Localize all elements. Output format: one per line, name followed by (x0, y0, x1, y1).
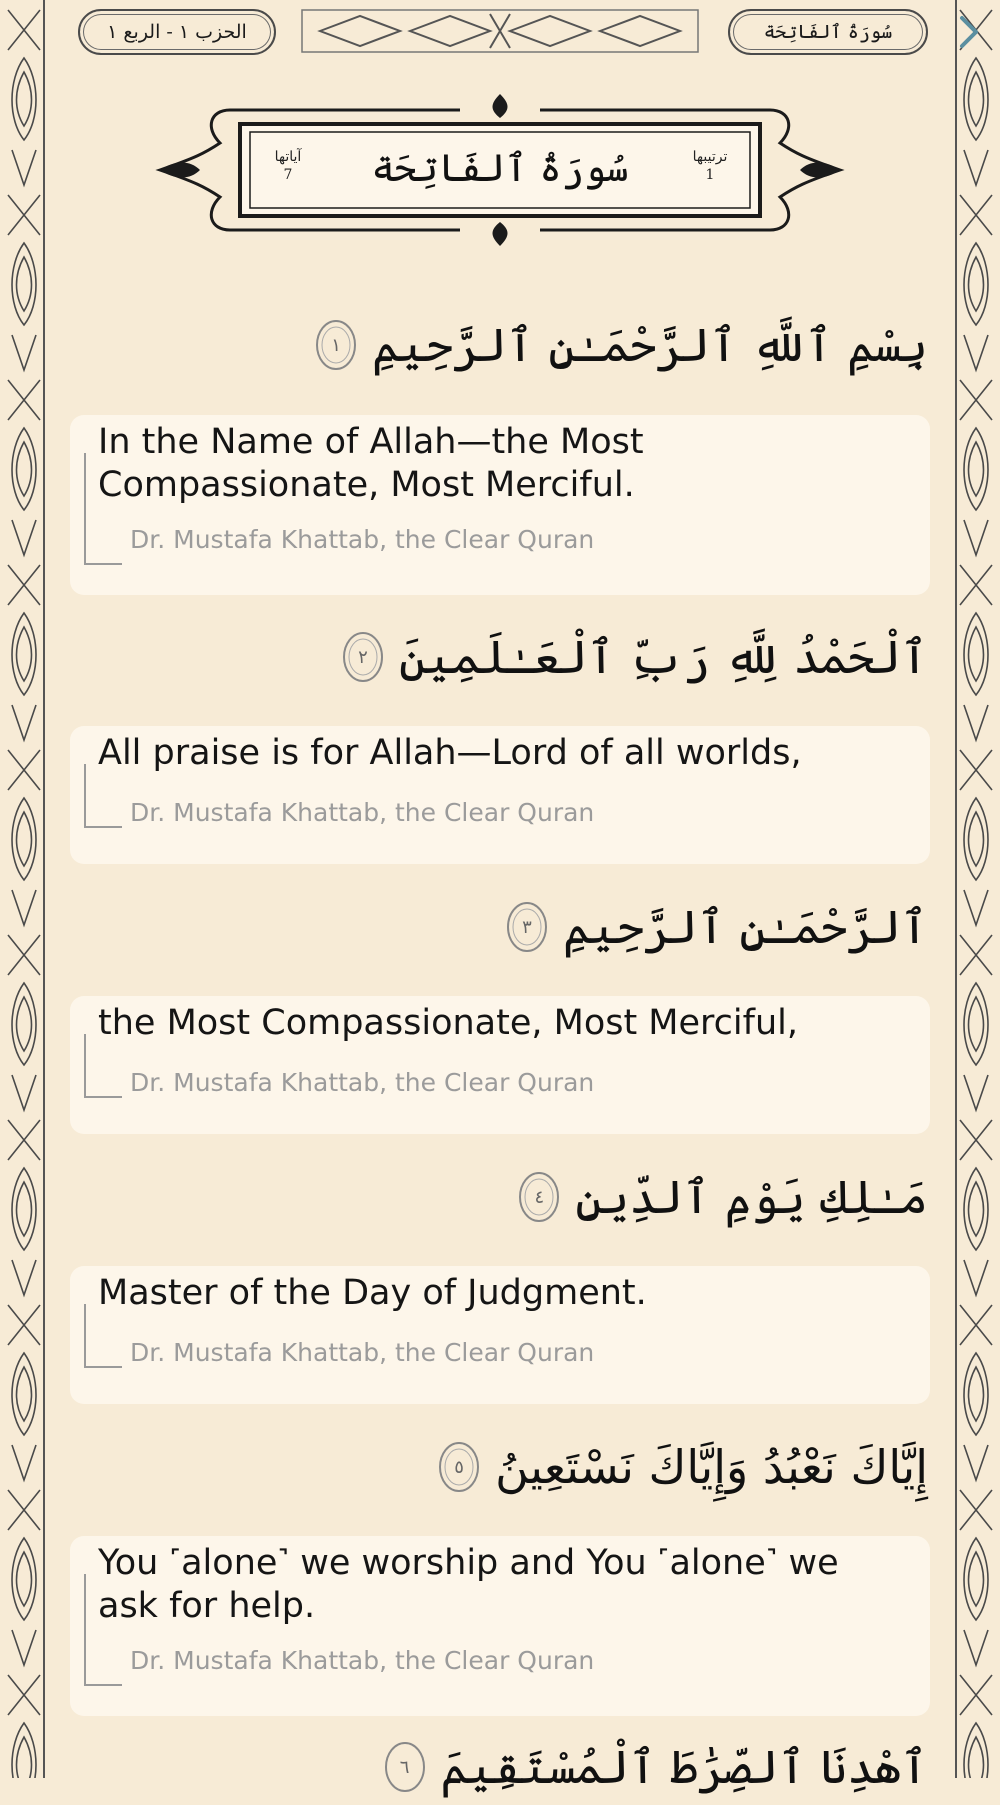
hizb-label: الحزب ١ - الربع ١ (107, 21, 247, 43)
ayah-number-marker (505, 900, 549, 954)
ayah-number: ٢ (358, 646, 368, 668)
ayat-label: آياتها (274, 149, 302, 165)
translation-source: Dr. Mustafa Khattab, the Clear Quran (130, 1068, 595, 1097)
verse-arabic[interactable] (383, 1740, 928, 1794)
surah-title: سُورَةُ ٱلفَاتِحَة (371, 146, 629, 190)
verse-text: إِيَّاكَ نَعْبُدُ وَإِيَّاكَ نَسْتَعِينُ (495, 1440, 928, 1494)
verse-arabic[interactable] (341, 630, 928, 684)
ayah-number-marker (517, 1170, 561, 1224)
surah-indicator[interactable] (728, 9, 928, 55)
translation-card[interactable] (70, 415, 930, 595)
top-ornament (300, 6, 700, 56)
order-label: ترتيبها (692, 149, 728, 165)
ayah-number: ٤ (534, 1186, 545, 1208)
verse-arabic[interactable] (517, 1170, 928, 1224)
left-ornamental-border (0, 0, 48, 1778)
ayah-number: ١ (331, 334, 341, 356)
ayah-number-marker (383, 1740, 427, 1794)
translation-text: All praise is for Allah—Lord of all worlds, (98, 733, 802, 773)
verse-text: بِسْمِ ٱللَّهِ ٱلرَّحْمَـٰنِ ٱلرَّحِيمِ (372, 318, 928, 372)
chevron-right-icon (958, 15, 980, 49)
hizb-indicator[interactable] (78, 9, 276, 55)
order-number: 1 (705, 167, 715, 183)
right-ornamental-border (952, 0, 1000, 1778)
ayah-number: ٥ (454, 1456, 464, 1478)
surah-header (150, 88, 850, 248)
verse-text: مَـٰلِكِ يَوْمِ ٱلدِّينِ (575, 1170, 928, 1224)
translation-source: Dr. Mustafa Khattab, the Clear Quran (130, 1338, 595, 1367)
verse-arabic[interactable] (314, 318, 928, 372)
ayah-number: ٦ (399, 1756, 410, 1778)
verse-arabic[interactable] (437, 1440, 928, 1494)
verse-text: ٱهْدِنَا ٱلصِّرَٰطَ ٱلْمُسْتَقِيمَ (440, 1740, 928, 1794)
translation-text: You ˹alone˺ we worship and You ˹alone˺ we ask for help. (98, 1543, 839, 1626)
translation-card[interactable] (70, 996, 930, 1134)
ayah-number-marker (341, 630, 385, 684)
translation-source: Dr. Mustafa Khattab, the Clear Quran (130, 525, 595, 554)
top-bar (0, 0, 1000, 64)
verse-arabic[interactable] (505, 900, 928, 954)
ayah-number: ٣ (522, 916, 532, 938)
verse-text: ٱلرَّحْمَـٰنِ ٱلرَّحِيمِ (562, 900, 928, 954)
verse-text: ٱلْحَمْدُ لِلَّهِ رَبِّ ٱلْعَـٰلَمِينَ (398, 630, 928, 684)
translation-source: Dr. Mustafa Khattab, the Clear Quran (130, 798, 595, 827)
translation-source: Dr. Mustafa Khattab, the Clear Quran (130, 1646, 595, 1675)
translation-text: the Most Compassionate, Most Merciful, (98, 1003, 798, 1043)
translation-card[interactable] (70, 726, 930, 864)
translation-card[interactable] (70, 1536, 930, 1716)
ayah-number-marker (314, 318, 358, 372)
surah-label: سُورَةُ ٱلفَاتِحَة (763, 21, 893, 43)
translation-text: In the Name of Allah—the Most Compassionate, Most Merciful. (98, 422, 644, 505)
translation-text: Master of the Day of Judgment. (98, 1273, 647, 1313)
ayah-number-marker (437, 1440, 481, 1494)
surah-order-block (680, 148, 740, 184)
translation-card[interactable] (70, 1266, 930, 1404)
ayat-count: 7 (283, 167, 293, 183)
next-page-button[interactable] (952, 14, 986, 50)
